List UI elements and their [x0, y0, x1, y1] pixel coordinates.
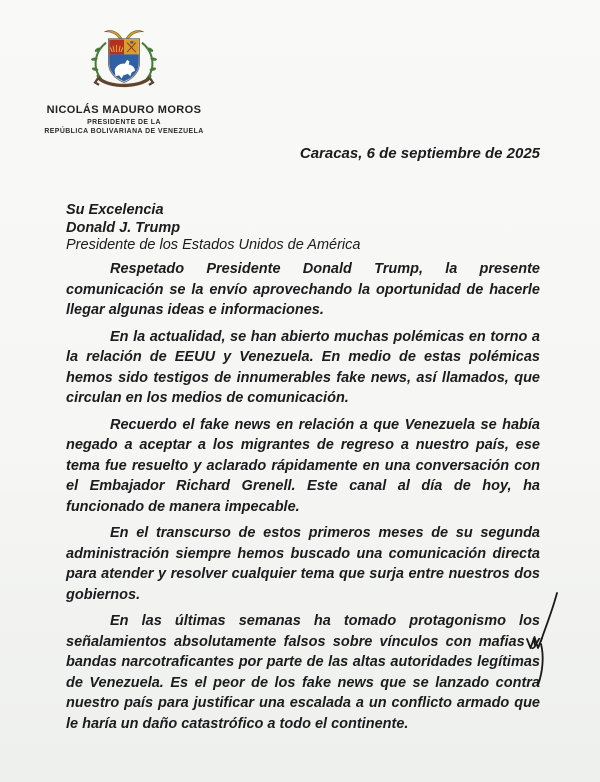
letter-paragraph-1: Respetado Presidente Donald Trump, la presente comunicación se la envío aprovechando la oportunidad de hacerle llegar algunas ideas e informaciones.: [66, 261, 540, 318]
letter-paragraph-5: En las últimas semanas ha tomado protagonismo los señalamientos absolutamente falsos sobre vínculos con mafias y bandas narcotraficantes por parte de las altas autoridades legítimas de Venezuela. Es el peor de los fake news que se lanzado contra nuestro país para justificar una escalada a un conflicto armado que le haría un daño catastrófico a todo el continente.: [66, 613, 540, 732]
recipient-salutation: Su Excelencia: [66, 202, 164, 218]
recipient-block: [66, 202, 360, 255]
letter-paragraph-3: Recuerdo el fake news en relación a que Venezuela se había negado a aceptar a los migrantes de regreso a nuestro país, ese tema fue resuelto y aclarado rápidamente en una conversación con el Embajador Richard Grenell. Este canal al día de hoy, ha funcionado de manera impecable.: [66, 416, 540, 515]
letter-paragraph-2: En la actualidad, se han abierto muchas polémicas en torno a la relación de EEUU y Venezuela. En medio de estas polémicas hemos sido testigos de innumerables fake news, así llamados, que circulan en los medios de comunicación.: [66, 328, 540, 406]
venezuela-coat-of-arms-icon: [85, 26, 163, 100]
dateline: Caracas, 6 de septiembre de 2025: [299, 145, 540, 162]
handwritten-squiggle-icon: [522, 591, 562, 691]
letter-body: [66, 259, 540, 734]
letterhead-title-line2: REPÚBLICA BOLIVARIANA DE VENEZUELA: [44, 128, 204, 135]
letter-paragraph-4: En el transcurso de estos primeros meses de su segunda administración siempre hemos buscado una comunicación directa para atender y resolver cualquier tema que surja entre nuestros dos gobiernos.: [66, 525, 540, 603]
recipient-title: Presidente de los Estados Unidos de América: [66, 237, 361, 253]
letterhead: [32, 26, 216, 135]
letterhead-title-line1: PRESIDENTE DE LA: [87, 118, 161, 126]
letterhead-name: NICOLÁS MADURO MOROS: [46, 104, 202, 116]
recipient-name: Donald J. Trump: [66, 219, 181, 236]
